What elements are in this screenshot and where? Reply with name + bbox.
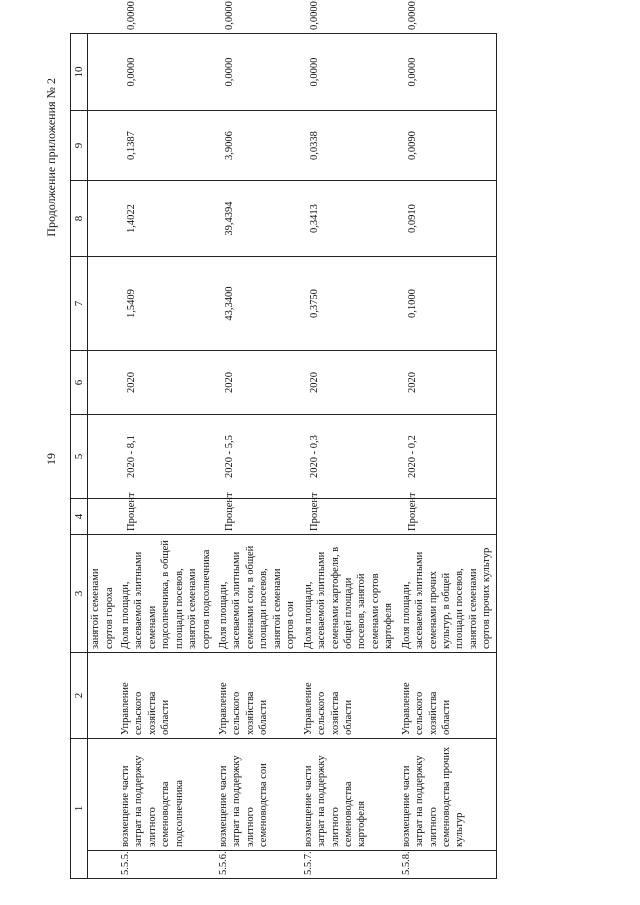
row-value-7: 1,4022 [117, 181, 215, 257]
row-value-6: 1,5409 [117, 257, 215, 351]
row-period: 2020 - 8,1 [117, 415, 215, 499]
column-header-2: 2 [71, 653, 88, 739]
row-value-7: 0,0910 [398, 181, 497, 257]
row-title: возмещение части затрат на поддержку элитного семеноводства картофеля [300, 739, 398, 851]
table-row: 5.5.5. возмещение части затрат на поддержку элитного семеноводства подсолнечника Управление сельского хозяйства области Доля площади, засеваемой элитными семенами подсолнечника, в общей площади посевов, занятой семенами сортов подсолнечника Процент 2020 - 8,1 2020 1,5409 1,4022 0,1387 0,0000 0,0000 [117, 34, 215, 879]
row-period: 2020 - 0,2 [398, 415, 497, 499]
carryover-text: занятой семенами сортов гороха [88, 535, 117, 653]
column-header-8: 8 [71, 181, 88, 257]
table-row: 5.5.6. возмещение части затрат на поддержку элитного семеноводства сои Управление сельского хозяйства области Доля площади, засеваемой элитными семенами сои, в общей площади посевов, занятой семенами сортов сои Процент 2020 - 5,5 2020 43,3400 39,4394 3,9006 0,0000 0,0000 [215, 34, 300, 879]
column-number-row [71, 34, 88, 879]
row-unit: Процент [117, 499, 215, 535]
column-header-9: 9 [71, 111, 88, 181]
row-indicator: Доля площади, засеваемой элитными семенами прочих культур, в общей площади посевов, занятой семенами сортов прочих культур [398, 535, 497, 653]
row-code: 5.5.6. [215, 851, 300, 879]
row-value-9: 0,0000 [300, 34, 398, 111]
row-year: 2020 [300, 351, 398, 415]
row-executor: Управление сельского хозяйства области [215, 653, 300, 739]
row-year: 2020 [215, 351, 300, 415]
row-value-8: 0,0338 [300, 111, 398, 181]
row-indicator: Доля площади, засеваемой элитными семенами сои, в общей площади посевов, занятой семенами сортов сои [215, 535, 300, 653]
column-header-1: 1 [71, 739, 88, 879]
row-executor: Управление сельского хозяйства области [398, 653, 497, 739]
row-executor: Управление сельского хозяйства области [300, 653, 398, 739]
column-header-6: 6 [71, 351, 88, 415]
appendix-continuation-label: Продолжение приложения № 2 [44, 78, 58, 237]
row-year: 2020 [117, 351, 215, 415]
page-number: 19 [44, 453, 58, 465]
row-code: 5.5.8. [398, 851, 497, 879]
row-year: 2020 [398, 351, 497, 415]
row-value-7: 0,3413 [300, 181, 398, 257]
row-value-9: 0,0000 [398, 34, 497, 111]
row-title: возмещение части затрат на поддержку элитного семеноводства сои [215, 739, 300, 851]
row-unit: Процент [215, 499, 300, 535]
column-header-5: 5 [71, 415, 88, 499]
column-header-7: 7 [71, 257, 88, 351]
row-period: 2020 - 0,3 [300, 415, 398, 499]
row-unit: Процент [300, 499, 398, 535]
row-indicator: Доля площади, засеваемой элитными семенами подсолнечника, в общей площади посевов, занятой семенами сортов подсолнечника [117, 535, 215, 653]
row-value-8: 0,0090 [398, 111, 497, 181]
row-period: 2020 - 5,5 [215, 415, 300, 499]
row-title: возмещение части затрат на поддержку элитного семеноводства подсолнечника [117, 739, 215, 851]
column-header-3: 3 [71, 535, 88, 653]
table-row: 5.5.7. возмещение части затрат на поддержку элитного семеноводства картофеля Управление сельского хозяйства области Доля площади, засеваемой элитными семенами картофеля, в общей площади посевов, занятой семенами сортов картофеля Процент 2020 - 0,3 2020 0,3750 0,3413 0,0338 0,0000 0,0000 [300, 34, 398, 879]
row-code: 5.5.5. [117, 851, 215, 879]
row-value-9: 0,0000 [215, 34, 300, 111]
row-value-6: 0,1000 [398, 257, 497, 351]
row-unit: Процент [398, 499, 497, 535]
row-indicator: Доля площади, засеваемой элитными семенами картофеля, в общей площади посевов, занятой семенами сортов картофеля [300, 535, 398, 653]
table-row: 5.5.8. возмещение части затрат на поддержку элитного семеноводства прочих культур Управление сельского хозяйства области Доля площади, засеваемой элитными семенами прочих культур, в общей площади посевов, занятой семенами сортов прочих культур Процент 2020 - 0,2 2020 0,1000 0,0910 0,0090 0,0000 0,0000 [398, 34, 497, 879]
row-title: возмещение части затрат на поддержку элитного семеноводства прочих культур [398, 739, 497, 851]
row-code: 5.5.7. [300, 851, 398, 879]
row-value-8: 3,9006 [215, 111, 300, 181]
column-header-4: 4 [71, 499, 88, 535]
row-value-9: 0,0000 [117, 34, 215, 111]
row-value-6: 0,3750 [300, 257, 398, 351]
row-executor: Управление сельского хозяйства области [117, 653, 215, 739]
row-value-6: 43,3400 [215, 257, 300, 351]
row-value-7: 39,4394 [215, 181, 300, 257]
data-table [70, 1, 497, 879]
row-value-8: 0,1387 [117, 111, 215, 181]
carryover-row [88, 34, 117, 879]
column-header-10: 10 [71, 34, 88, 111]
